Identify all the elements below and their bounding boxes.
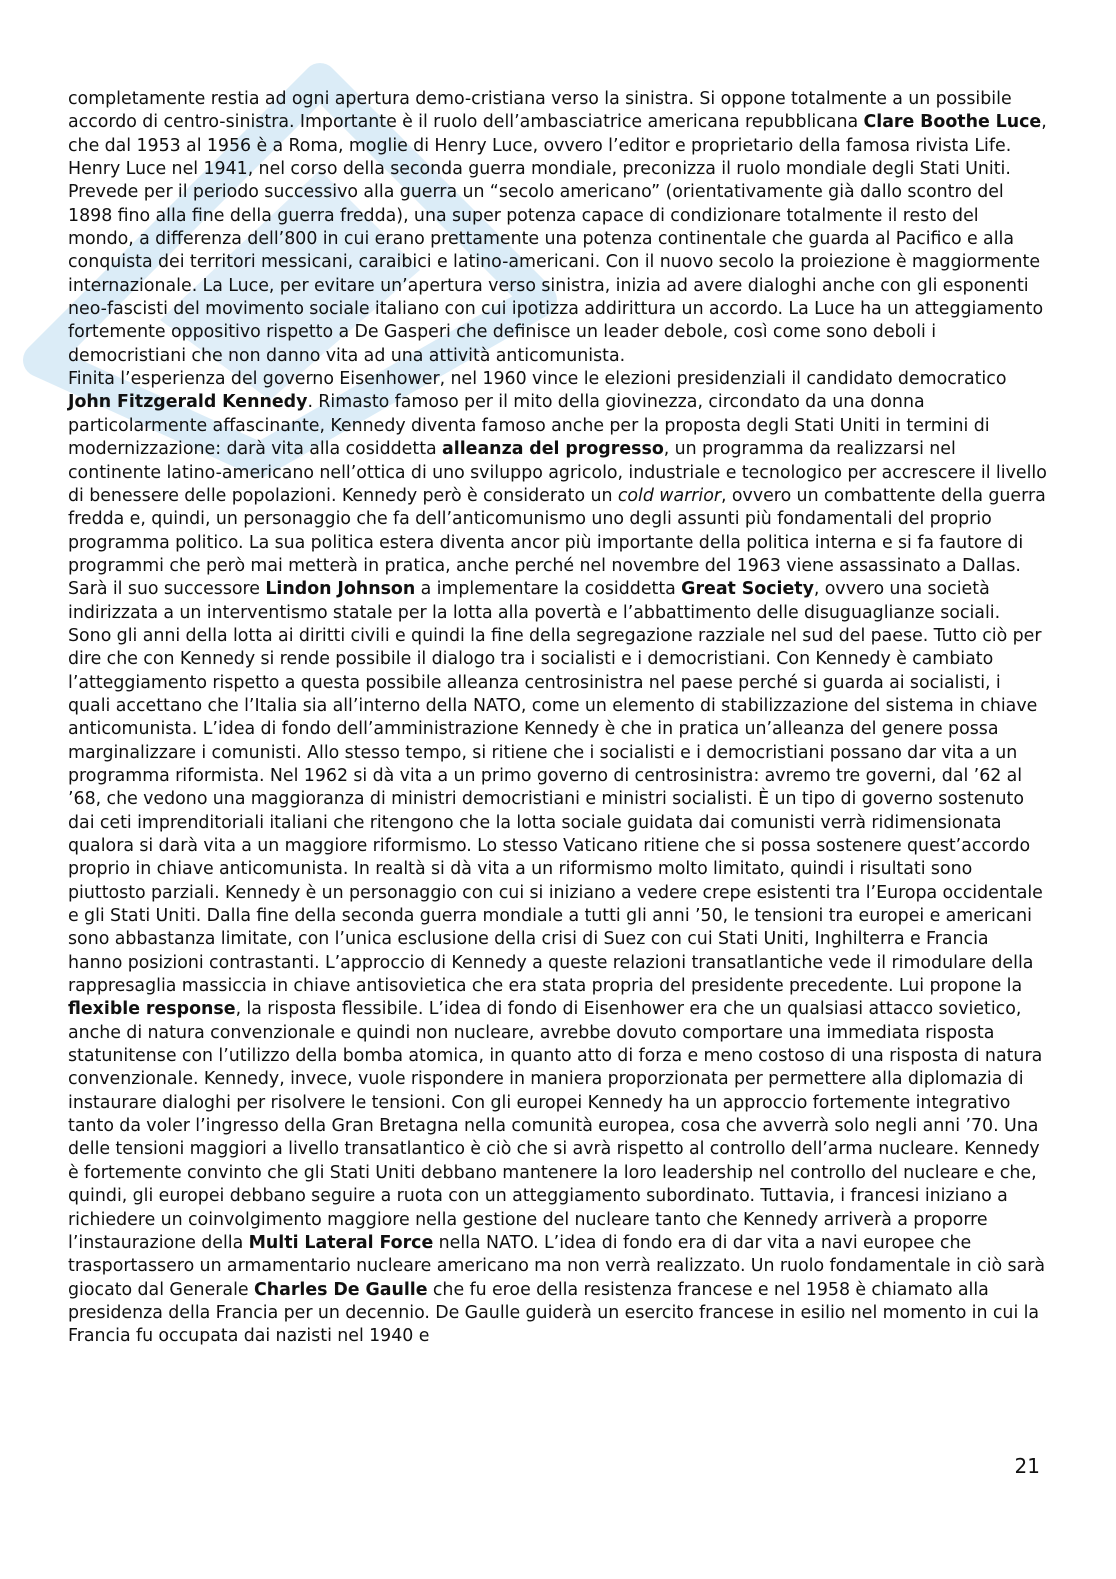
bold-text: Great Society (681, 579, 814, 600)
bold-text: alleanza del progresso (442, 439, 664, 460)
bold-text: Clare Boothe Luce (863, 112, 1042, 133)
text-run: . Rimasto famoso per il mito della giovinezza, circondato da una donna particolarmente affascinante, Kennedy diventa famoso anche per la proposta degli Stati Uniti in termini di modernizzazione: darà vita alla cosiddetta (68, 392, 990, 460)
text-run: , che dal 1953 al 1956 è a Roma, moglie di Henry Luce, ovvero l’editor e proprietario della famosa rivista Life. Henry Luce nel 1941, nel corso della seconda guerra mondiale, preconizza il ruolo mondiale degli Stati Uniti. Prevede per il periodo successivo alla guerra un “secolo americano” (orientativamente già dallo scontro del 1898 fino alla fine della guerra fredda), una super potenza capace di condizionare totalmente il resto del mondo, a differenza dell’800 in cui erano prettamente una potenza continentale che guarda al Pacifico e alla conquista dei territori messicani, caraibici e latino-americani. Con il nuovo secolo la proiezione è maggiormente internazionale. La Luce, per evitare un’apertura verso sinistra, inizia ad avere dialoghi anche con gli esponenti neo-fascisti del movimento sociale italiano con cui ipotizza addirittura un accordo. La Luce ha un atteggiamento fortemente oppositivo rispetto a De Gasperi che definisce un leader debole, così come sono deboli i democristiani che non danno vita ad una attività anticomunista. (68, 112, 1047, 366)
bold-text: flexible response (68, 999, 236, 1020)
paragraph (68, 88, 1048, 368)
text-run: , ovvero un combattente della guerra fredda e, quindi, un personaggio che fa dell’anticomunismo uno degli assunti più fondamentali del proprio programma politico. La sua politica estera diventa ancor più importante della politica interna e si fa fautore di programmi che però mai metterà in pratica, anche perché nel novembre del 1963 viene assassinato a Dallas. Sarà il suo successore (68, 485, 1046, 600)
text-run: Finita l’esperienza del governo Eisenhower, nel 1960 vince le elezioni presidenziali il candidato democratico (68, 369, 1007, 390)
text-run: completamente restia ad ogni apertura demo-cristiana verso la sinistra. Si oppone totalmente a un possibile accordo di centro-sinistra. Importante è il ruolo dell’ambasciatrice americana repubblicana (68, 89, 1012, 133)
bold-text: Charles De Gaulle (253, 1279, 428, 1300)
text-run: , la risposta flessibile. L’idea di fondo di Eisenhower era che un qualsiasi attacco sovietico, anche di natura convenzionale e quindi non nucleare, avrebbe dovuto comportare una immediata risposta statunitense con l’utilizzo della bomba atomica, in quanto atto di forza e meno costoso di una risposta di natura convenzionale. Kennedy, invece, vuole rispondere in maniera proporzionata per permettere alla diplomazia di instaurare dialoghi per risolvere le tensioni. Con gli europei Kennedy ha un approccio fortemente integrativo tanto da voler l’ingresso della Gran Bretagna nella comunità europea, cosa che avverrà solo negli anni ’70. Una delle tensioni maggiori a livello transatlantico è ciò che si avrà rispetto al controllo dell’arma nucleare. Kennedy è fortemente convinto che gli Stati Uniti debbano mantenere la loro leadership nel controllo del nucleare e che, quindi, gli europei debbano seguire a ruota con un atteggiamento subordinato. Tuttavia, i francesi iniziano a richiedere un coinvolgimento maggiore nella gestione del nucleare tanto che Kennedy arriverà a proporre l’instaurazione della (68, 999, 1043, 1253)
bold-text: Multi Lateral Force (248, 1232, 434, 1253)
text-run: , un programma da realizzarsi nel continente latino-americano nell’ottica di uno sviluppo agricolo, industriale e tecnologico per accrescere il livello di benessere delle popolazioni. Kennedy però è considerato un (68, 439, 1047, 506)
bold-text: Lindon Johnson (265, 579, 416, 600)
text-run: che fu eroe della resistenza francese e nel 1958 è chiamato alla presidenza della Francia per un decennio. De Gaulle guiderà un esercito francese in esilio nel momento in cui la Francia fu occupata dai nazisti nel 1940 e (68, 1279, 1040, 1347)
text-run: nella NATO. L’idea di fondo era di dar vita a navi europee che trasportassero un armamentario nucleare americano ma non verrà realizzato. Un ruolo fondamentale in ciò sarà giocato dal Generale (68, 1232, 1046, 1300)
document-page (68, 88, 1048, 1349)
page-number: 21 (1014, 1454, 1040, 1478)
text-run: , ovvero una società indirizzata a un interventismo statale per la lotta alla povertà e l’abbattimento delle disuguaglianze sociali. Sono gli anni della lotta ai diritti civili e quindi la fine della segregazione razziale nel sud del paese. Tutto ciò per dire che con Kennedy si rende possibile il dialogo tra i socialisti e i democristiani. Con Kennedy è cambiato l’atteggiamento rispetto a questa possibile alleanza centrosinistra nel paese perché si guarda ai socialisti, i quali accettano che l’Italia sia all’interno della NATO, come un elemento di stabilizzazione del sistema in chiave anticomunista. L’idea di fondo dell’amministrazione Kennedy è che in pratica un’alleanza del genere possa marginalizzare i comunisti. Allo stesso tempo, si ritiene che i socialisti e i democristiani possano dar vita a un programma riformista. Nel 1962 si dà vita a un primo governo di centrosinistra: avremo tre governi, dal ’62 al ’68, che vedono una maggioranza di ministri democristiani e ministri socialisti. È un tipo di governo sostenuto dai ceti imprenditoriali italiani che ritengono che la lotta sociale guidata dai comunisti verrà ridimensionata qualora si darà vita a un maggiore riformismo. Lo stesso Vaticano ritiene che si possa sostenere quest’accordo proprio in chiave anticomunista. In realtà si dà vita a un riformismo molto limitato, quindi i risultati sono piuttosto parziali. Kennedy è un personaggio con cui si iniziano a vedere crepe esistenti tra l’Europa occidentale e gli Stati Uniti. Dalla fine della seconda guerra mondiale a tutti gli anni ’50, le tensioni tra europei e americani sono abbastanza limitate, con l’unica esclusione della crisi di Suez con cui Stati Uniti, Inghilterra e Francia hanno posizioni contrastanti. L’approccio di Kennedy a queste relazioni transatlantiche vede il rimodulare della rappresaglia massiccia in chiave antisovietica che era stata propria del presidente precedente. Lui propone la (68, 579, 1043, 997)
bold-text: John Fitzgerald Kennedy (68, 392, 308, 413)
paragraph (68, 368, 1048, 1348)
italic-text: cold warrior (617, 485, 722, 506)
text-run: a implementare la cosiddetta (415, 579, 682, 600)
